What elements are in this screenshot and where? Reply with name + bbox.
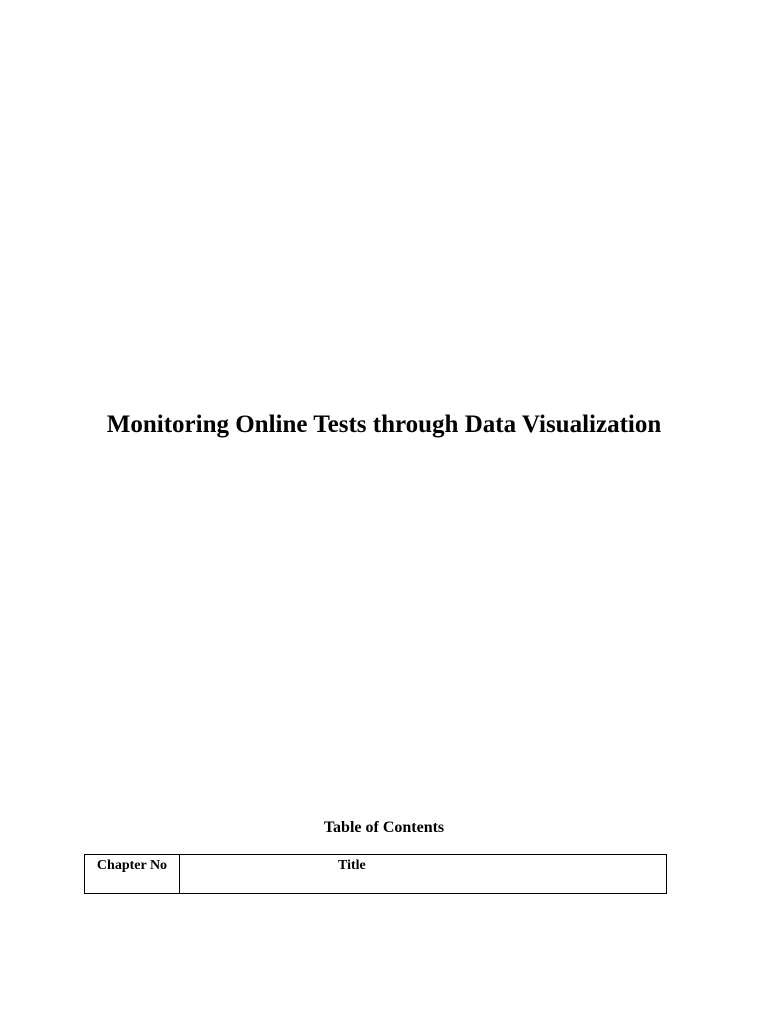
toc-header-row — [85, 855, 667, 894]
toc-column-chapter-no: Chapter No — [85, 855, 180, 894]
toc-table — [84, 854, 667, 894]
toc-heading: Table of Contents — [323, 819, 445, 836]
document-title: Monitoring Online Tests through Data Visualization — [106, 411, 662, 438]
toc-column-title: Title — [180, 855, 667, 894]
